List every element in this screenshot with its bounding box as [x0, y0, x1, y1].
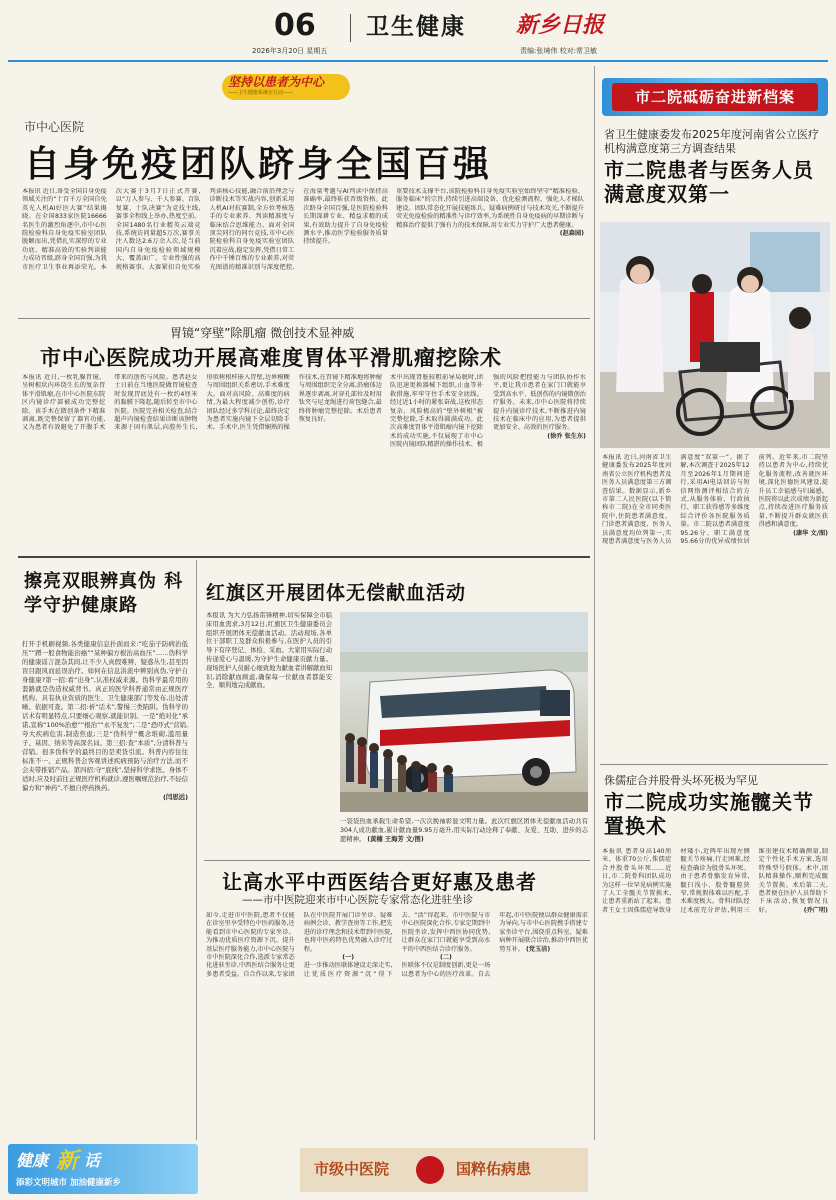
footer-right-emblem	[416, 1156, 444, 1184]
article6-body-text: 本报讯 近日,河南省卫生健康委发布2025年度河南省公立医疗机构患者及医务人员满意度第三方调查结果。数据显示,新乡市第二人民医院(以下简称市二院)在全市同类医院中,住院患者满意度、门诊患者满意度、医务人员满意度均位列第一,实现患者满意度与医务人员满意度“双第一”。据了解,本次调查于2025年12月至2026年1月期间进行,采用AI电话回访与短信网络测评相结合的方式,从服务体验、行政执行、职工获得感等多维度综合评价各医院服务质量。市二院以患者满意度95.26分、职工满意度95.66分的优异成绩位居前列。近年来,市二院坚持以患者为中心,持续优化服务流程,改善就医环境,深化医德医风建设,提升员工幸福感与归属感。医院将以此次成绩为新起点,持续改进医疗服务质量,不断提升群众就医获得感和满意度。	[602, 454, 828, 546]
article1-body2-text: 重要技术支撑平台,该院检验科自身免疫实验室始终坚守“精准检验、服务临床”的宗旨,持续引进高端设备、优化检测流程、强化人才梯队建设。团队常态化开展技能练兵、疑难病例研讨与技术攻关,不断提升荧光免疫检验的精准性与诊疗效率,为系统性自身免疫病的早期诊断与精准治疗提供了强有力的技术保障,用专业实力守护广大患者健康。	[396, 188, 584, 229]
editor-line: 责编:张境伟 校对:常卫敏	[520, 47, 597, 55]
column-rule	[196, 560, 197, 1140]
masthead-date: 2026年3月20日 星期五	[252, 47, 328, 55]
article7-title-text: 市二院成功实施髋关节置换术	[604, 790, 814, 838]
article6-title-text: 市二院患者与医务人员满意度双第一	[604, 158, 814, 206]
article4-body	[206, 612, 332, 848]
article7-body-text: 本报讯 患者身高140厘米、体重70公斤,侏儒症合并股骨头坏死……近日,市二院骨科团队成功为这样一位罕见病例实施了人工全髋关节置换术,让患者重新站了起来。患者王女士因侏儒症导致身材矮小,近两年出现左侧髋关节疼痛,行走困难,经检查确诊为股骨头坏死。由于患者骨骼发育异常,髋臼浅小、股骨髓腔狭窄,常规假体难以匹配,手术难度极大。骨科团队经过术前充分评估,利用三维重建技术精确测量,制定个性化手术方案,选用特殊型号假体。术中,团队精准操作,顺利完成髋关节置换。术后第二天,患者便在医护人员帮助下下床活动,恢复情况良好。	[602, 848, 828, 914]
divider	[18, 318, 590, 319]
footer-right-word-a: 市级中医院	[314, 1160, 390, 1178]
article5-subtitle: ——市中医院迎来市中心医院专家常态化进驻坐诊	[242, 894, 473, 906]
article3-title	[24, 570, 184, 618]
article3-byline: (闫思远)	[162, 793, 188, 801]
article1-title: 自身免疫团队跻身全国百强	[24, 143, 493, 185]
masthead-rule	[8, 60, 828, 62]
campaign-badge	[222, 74, 350, 100]
hospital-banner-text: 市二院砥砺奋进新档案	[612, 83, 818, 111]
article2-body	[22, 374, 382, 550]
article3-title-text: 擦亮双眼辨真伪 科学守护健康路	[24, 571, 184, 616]
article2-body2-text: 术中出现肾脏较粗前导局脱时,团队迅速更换器械下组织,止血等补救措施,牢牢守住手术安全底线。经过近1小时的紧张奋战,这枚形态复杂、风险极高的“壁外树根”被完整挖除,手术取得圆满成功。此次高难度胃体平滑肌瘤内镜下挖除术的成功实施,不仅展现了市中心医院内镜团队精湛的操作技术、极强的风险把控能力与团队协作水平,更让我市患者在家门口就能享受到高水平、低创伤的内镜微创治疗服务。未来,市中心医院将持续提升内镜诊疗技术,不断推进内镜技术在临床中的应用,为患者提供更加安全、高效的医疗服务。	[390, 374, 586, 449]
footer-banner-left	[8, 1144, 198, 1194]
blood-bus-photo	[340, 612, 588, 812]
article5-section-one: (一)	[342, 954, 355, 962]
article1-kicker: 市中心医院	[24, 120, 85, 134]
article4-title: 红旗区开展团体无偿献血活动	[206, 582, 467, 604]
article2-body-continued	[390, 374, 586, 550]
article1-body	[22, 188, 388, 316]
article4-body-text: 本报讯 为大力弘扬雷锋精神,切实保障全市临床用血需求,3月12日,红旗区卫生健康委员会组织开展团体无偿献血活动。活动现场,各单位干部职工及群众积极参与,在医护人员的引导下有序登记、体检、采血。大家用实际行动传递爱心与温暖,为守护生命健康贡献力量。现场医护人员耐心细致地为献血者讲解献血知识,消除献血顾虑,确保每一位献血者都能安全、顺利地完成献血。	[206, 612, 332, 690]
blood-bus-caption	[340, 818, 588, 856]
article5-body	[206, 912, 588, 1138]
article3-body	[22, 640, 188, 1110]
article5-body3-text: 医联体不仅是制度创新,更是一场以患者为中心的医疗改革。自去年起,市中医院便以群众健康需求为导向,与市中心医院携手搭建专家坐诊平台,围绕重点科室、疑难病种开展联合诊治,推动中西医优势互补。	[401, 912, 588, 978]
article7-kicker: 侏儒症合并股骨头坏死极为罕见	[604, 774, 758, 787]
article3-body-text: 打开手机刷视频,各类健康信息扑面而来:“吃茄子防病治低压”“蹲一般食物能治癌”“某种偏方根治高血压”……伪科学的健康谣言混杂其间,让不少人真假难辨、疑惑丛生,甚至因盲目跟风而延误治疗。如何在信息洪流中辨别真伪,守护自身健康?第一招:看“出身”,认准权威来源。伪科学最常用的套路就是伪造权威背书。真正的医学科普通常由正规医疗机构、具有执业资质的医生、卫生健康部门等发布,出处清晰、依据可查。第二招:析“话术”,警惕三类陷阱。伪科学的话术有明显特点,只要细心观察,就能识别。一是“绝对化”承诺,宣称“100%治愈”“根治”“永不复发”;二是“恐吓式”营销,夸大疾病危害,制造焦虑;三是“伪科学”概念堆砌,滥用量子、基因、纳米等高深名词。第三招:查“本质”,分清科普与营销。很多伪科学的最终目的是卖货引流。科普内容往往标准不一、正规科普会客观讲述疾病预防与治疗方法,而不会夹带推销产品。第四招:守“底线”,坚持科学求医。身体不适时,应及时前往正规医疗机构就诊,遵医嘱规范治疗,不轻信偏方和“神药”,不擅自停药换药。	[22, 640, 188, 792]
article2-title: 市中心医院成功开展高难度胃体平滑肌瘤挖除术	[40, 345, 502, 370]
article2-body-text: 本报讯 近日,一枚乳腺胃镜、呈树根状内环绕生长的复杂胃体平滑肌瘤,在市中心医院东院区内镜诊疗部被成功完整挖除。该手术在微创条件下精准剥离,既完整保留了器官功能,又为患者有效避免了开腹手术带来的创伤与风险。患者赵女士日前在当地医院做胃镜检查时发现胃底处有一枚约4厘米的黏膜下隆起,随后转至市中心医院。医院完善相关检查,结合超声内镜检查结果诊断该肿物来源于固有肌层,向腔外生长,形似树根样嵌入胃壁,边界模糊与周围组织关系密切,手术难度大。面对高风险、高难度的病情,为最大程度减少创伤,诊疗团队经过多学科讨论,最终决定为患者实施内镜下全层切除手术。手术中,医生凭借娴熟的操作技术,在胃镜下精准地将肿瘤与周围组织完全分离,沿瘤体边界逐步剥离,对穿孔部位及时用钛夹与尼龙绳进行荷包缝合,最终将肿瘤完整挖除。术后患者恢复良好。	[22, 374, 382, 432]
campaign-badge-title: 坚持以患者为中心	[228, 75, 325, 89]
article5-byline: (党玉洁)	[525, 945, 551, 953]
article1-byline: (赵森园)	[559, 230, 584, 238]
article5-body-text: 如今,走进市中医院,患者不仅能在诊室里享受特色中医药服务,还能看到市中心医院的专家坐诊。为推动优质医疗资源下沉、提升基层医疗服务能力,市中心医院与市中医院深化合作,选派专家常态化进驻坐诊,中西医结合服务让更多患者受益。自合作以来,专家团队在中医院开展门诊坐诊、疑难病例会诊、教学查房等工作,把先进的诊疗理念和技术带到中医院,也将中医药特色优势融入诊疗过程。	[206, 912, 393, 978]
article6-kicker	[604, 128, 826, 156]
hospital-photo	[600, 222, 830, 448]
divider	[600, 764, 828, 765]
footer-banner-right	[300, 1148, 588, 1192]
article6-kicker-text: 省卫生健康委发布2025年度河南省公立医疗机构满意度第三方调查结果	[604, 128, 819, 155]
article7-title	[604, 790, 826, 838]
masthead	[0, 0, 836, 62]
divider	[204, 860, 590, 861]
blood-bus-caption-byline: (黄楠 王海芳 文/图)	[367, 835, 424, 843]
footer-left-subtitle: 添彩文明城市 加油健康新乡	[16, 1178, 121, 1188]
paper-logo: 新乡日报	[516, 12, 605, 38]
article2-subtitle: 胃镜“穿壁”除肌瘤 微创技术显神威	[170, 326, 355, 340]
section-divider	[350, 14, 351, 42]
article5-body2-text: 进一步推动医联体建设走深走实,让优质医疗资源“沉”得下去、“活”得起来。市中医院与市中心医院深化合作,专家定期到中医院坐诊,发挥中西医协同优势,让群众在家门口就能享受到高水平的中西医结合诊疗服务。	[303, 912, 491, 978]
blood-bus-caption-text: 一袋袋热血承载生命希望,一次次挽袖彰显文明力量。此次红旗区团体无偿献血活动共有304人成功献血,累计献血量9.95万毫升,用实际行动诠释了奉献、友爱、互助、进步的志愿精神。	[340, 818, 588, 843]
footer-left-word-c: 话	[84, 1151, 101, 1170]
footer-left-word-a: 健康	[16, 1151, 49, 1170]
hospital-illustration	[600, 222, 830, 448]
campaign-badge-subtitle: ——卫生健康系统在行动——	[228, 90, 294, 96]
article6-byline: (康华 文/图)	[793, 529, 828, 537]
article6-body	[602, 454, 828, 760]
right-column-rule	[594, 66, 595, 1140]
article2-byline: (徐乔 张生东)	[547, 432, 586, 440]
article5-section-two: (二)	[439, 954, 452, 962]
article1-body-text: 本报讯 近日,备受全国自身免疫领域关注的“十百千万全国自免英光人机AI好医大赛”结果揭晓。在全国833家医院16666名医生的激烈角逐中,市中心医院检验科自身免疫实验室团队脱颖而出,凭借扎实深厚的专业功底、精准高效的实验判读能力成功晋级,跻身全国百强,为我市医疗卫生事业再添荣光。本次大赛于3月7日正式开赛,以“万人参与、千人参赛、百队复赛、十队决赛”为竞技主线,赛事全程线上举办,热度空前。全国1480名行业精英云端竞技,系统访问量超5万次,赛事关注人数达2.6万余人次,是当前国内自身免疫检验领域规模大、覆盖面广、专业性强的高规格赛事。大赛紧扣自免实验判读核心技能,融合前沿理念与诊断技术等实战内容,创新采用人机AI对抗赛制,全方位考核选手的专业素养、判读精准度与临床结合思维能力。面对全国顶尖同行的同台竞技,市中心医院检验科自身免疫实验室团队沉着应战,稳定发挥,凭借日常工作中千锤百炼的专业素养,对荧光图谱的精准识别与深度把控,在海量考题与AI判读中保持高准确率,最终斩获晋级资格。此次跻身全国百强,是医院检验科长期深耕专业、精益求精的成果,有效助力提升了自身免疫检测水平,推动医学检验服务质量持续提升。	[22, 188, 388, 271]
article1-body-continued	[396, 188, 584, 316]
article7-byline: (乔广明)	[803, 906, 828, 914]
hospital-banner	[602, 78, 828, 116]
footer-left-word-b: 新	[56, 1149, 79, 1174]
divider	[18, 556, 590, 558]
article5-title: 让高水平中西医结合更好惠及患者	[222, 870, 537, 894]
footer-right-word-b: 国粹佑病患	[456, 1160, 532, 1178]
article7-body	[602, 848, 828, 1140]
article6-title	[604, 158, 826, 206]
blood-bus-illustration	[340, 612, 588, 812]
section-title: 卫生健康	[366, 14, 466, 40]
page-number: 06	[274, 8, 316, 43]
